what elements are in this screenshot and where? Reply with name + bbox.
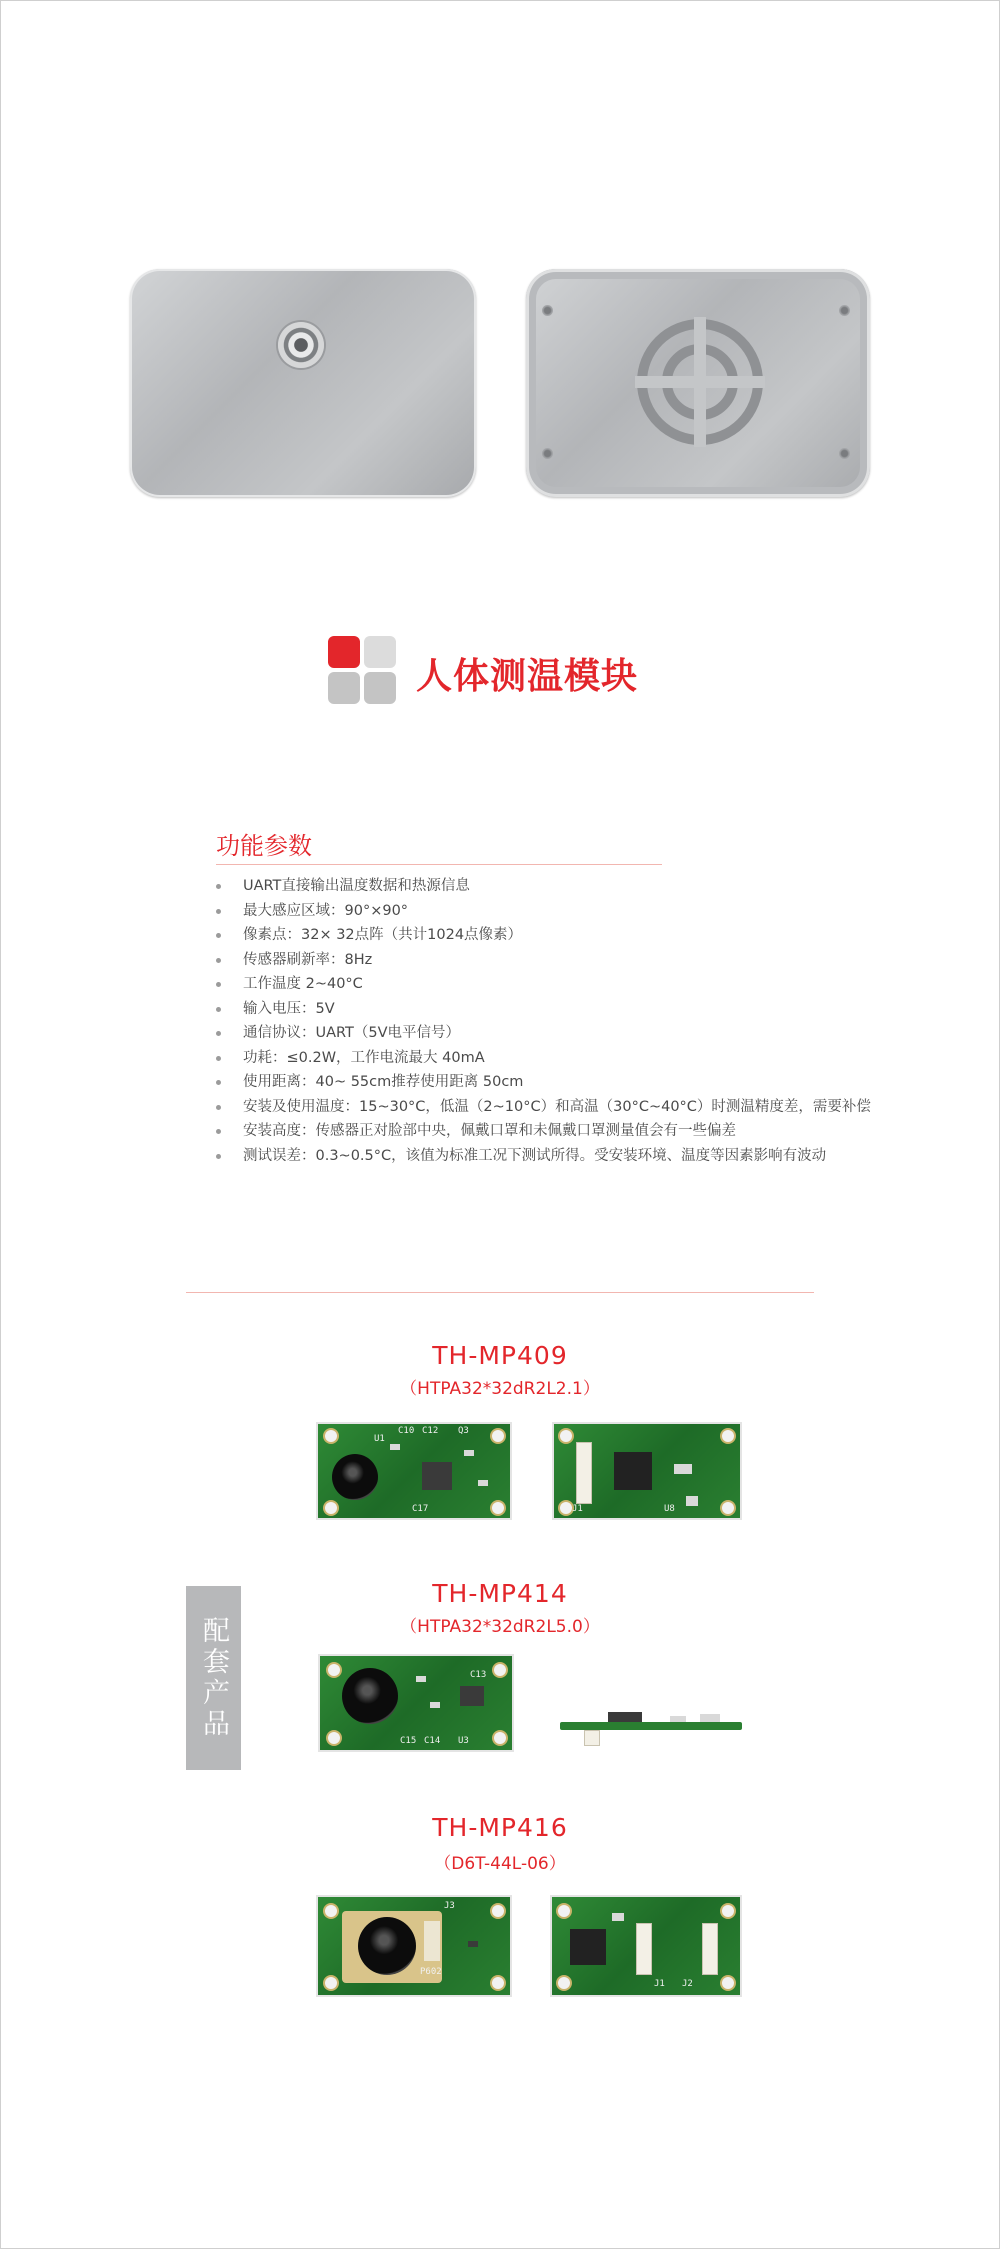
component (390, 1444, 400, 1450)
bullet-icon (216, 1056, 221, 1061)
mount-hole-icon (722, 1502, 734, 1514)
silk-label: C15 (400, 1736, 417, 1746)
lens-icon (278, 322, 324, 368)
component (608, 1712, 642, 1722)
mount-hole-icon (328, 1664, 340, 1676)
model-subtitle: （HTPA32*32dR2L2.1） (400, 1379, 600, 1399)
spec-item: UART直接输出温度数据和热源信息 (216, 874, 871, 899)
component (468, 1941, 478, 1947)
component (674, 1464, 692, 1474)
spec-item: 安装及使用温度：15~30°C，低温（2~10°C）和高温（30°C~40°C）时测温精度差，需要补偿 (216, 1095, 871, 1120)
mount-hole-icon (325, 1430, 337, 1442)
spec-item: 通信协议：UART（5V电平信号） (216, 1021, 871, 1046)
pcb-front-image (316, 1895, 512, 1997)
model-name: TH-MP409 (432, 1341, 568, 1370)
spec-item: 使用距离：40~ 55cm推荐使用距离 50cm (216, 1070, 871, 1095)
model-subtitle: （D6T-44L-06） (434, 1854, 566, 1874)
logo-square-red (328, 636, 360, 668)
component (460, 1686, 484, 1706)
component (478, 1480, 488, 1486)
silk-label: U1 (374, 1434, 385, 1444)
silk-label: C12 (422, 1426, 439, 1436)
sensor-lens-icon (358, 1917, 416, 1975)
logo-square-light (364, 636, 396, 668)
component (700, 1714, 720, 1722)
vent-slot (635, 376, 765, 388)
silk-label: J1 (572, 1504, 583, 1514)
bullet-icon (216, 982, 221, 987)
mount-hole-icon (328, 1732, 340, 1744)
pcb-edge (560, 1722, 742, 1730)
component (612, 1913, 624, 1921)
mount-hole-icon (492, 1905, 504, 1917)
bullet-icon (216, 909, 221, 914)
mount-hole-icon (560, 1430, 572, 1442)
model-subtitle: （HTPA32*32dR2L5.0） (400, 1617, 600, 1637)
connector-icon (636, 1923, 652, 1975)
section-divider (186, 1292, 814, 1293)
logo-square-gray (328, 672, 360, 704)
bullet-icon (216, 958, 221, 963)
bullet-icon (216, 884, 221, 889)
screw-icon (542, 448, 553, 459)
silk-label: P602 (420, 1967, 442, 1977)
mount-hole-icon (722, 1977, 734, 1989)
spec-item: 输入电压：5V (216, 997, 871, 1022)
bullet-icon (216, 1007, 221, 1012)
silk-label: U8 (664, 1504, 675, 1514)
pcb-back-image (550, 1895, 742, 1997)
spec-item: 传感器刷新率：8Hz (216, 948, 871, 973)
spec-item: 安装高度：传感器正对脸部中央，佩戴口罩和未佩戴口罩测量值会有一些偏差 (216, 1119, 871, 1144)
logo-square-gray (364, 672, 396, 704)
bullet-icon (216, 1129, 221, 1134)
component (464, 1450, 474, 1456)
silk-label: C13 (470, 1670, 487, 1680)
component (670, 1716, 686, 1722)
silk-label: J2 (682, 1979, 693, 1989)
silk-label: C17 (412, 1504, 429, 1514)
microcontroller-chip-icon (570, 1929, 606, 1965)
mount-hole-icon (325, 1502, 337, 1514)
sensor-lens-icon (342, 1668, 398, 1724)
component (686, 1496, 698, 1506)
pcb-front-image (316, 1422, 512, 1520)
bullet-icon (216, 1031, 221, 1036)
model-name: TH-MP414 (432, 1579, 568, 1608)
spec-divider (216, 864, 662, 865)
mount-hole-icon (722, 1430, 734, 1442)
screw-icon (542, 305, 553, 316)
mount-hole-icon (492, 1502, 504, 1514)
spec-item: 像素点：32× 32点阵（共计1024点像素） (216, 923, 871, 948)
microcontroller-chip-icon (614, 1452, 652, 1490)
spec-item: 工作温度 2~40°C (216, 972, 871, 997)
module-front-housing (130, 269, 476, 497)
screw-icon (839, 305, 850, 316)
spec-item: 功耗：≤0.2W，工作电流最大 40mA (216, 1046, 871, 1071)
component (416, 1676, 426, 1682)
silk-label: C14 (424, 1736, 441, 1746)
bullet-icon (216, 933, 221, 938)
spec-list (216, 874, 871, 1168)
mount-hole-icon (558, 1977, 570, 1989)
spec-heading: 功能参数 (216, 832, 312, 860)
connector-icon (584, 1730, 600, 1746)
pcb-side-view-image (560, 1710, 742, 1748)
pcb-back-image (552, 1422, 742, 1520)
sensor-lens-icon (332, 1454, 378, 1500)
component (424, 1921, 440, 1961)
mount-hole-icon (560, 1502, 572, 1514)
bullet-icon (216, 1080, 221, 1085)
product-title: 人体测温模块 (416, 656, 639, 697)
silk-label: U3 (458, 1736, 469, 1746)
pcb-front-image (318, 1654, 514, 1752)
mount-hole-icon (558, 1905, 570, 1917)
silk-label: Q3 (458, 1426, 469, 1436)
silk-label: C10 (398, 1426, 415, 1436)
silk-label: J3 (444, 1901, 455, 1911)
mount-hole-icon (722, 1905, 734, 1917)
module-back-housing (526, 269, 870, 497)
mount-hole-icon (492, 1977, 504, 1989)
model-name: TH-MP416 (432, 1813, 568, 1842)
bullet-icon (216, 1154, 221, 1159)
spec-item: 测试误差：0.3~0.5°C，该值为标准工况下测试所得。受安装环境、温度等因素影响有波动 (216, 1144, 871, 1169)
mount-hole-icon (494, 1732, 506, 1744)
mount-hole-icon (494, 1664, 506, 1676)
connector-icon (702, 1923, 718, 1975)
accessories-side-label: 配套产品 (186, 1586, 241, 1770)
bullet-icon (216, 1105, 221, 1110)
mount-hole-icon (325, 1905, 337, 1917)
spec-item: 最大感应区域：90°×90° (216, 899, 871, 924)
screw-icon (839, 448, 850, 459)
mount-hole-icon (492, 1430, 504, 1442)
component (430, 1702, 440, 1708)
connector-icon (576, 1442, 592, 1504)
mount-hole-icon (325, 1977, 337, 1989)
silk-label: J1 (654, 1979, 665, 1989)
component (422, 1462, 452, 1490)
